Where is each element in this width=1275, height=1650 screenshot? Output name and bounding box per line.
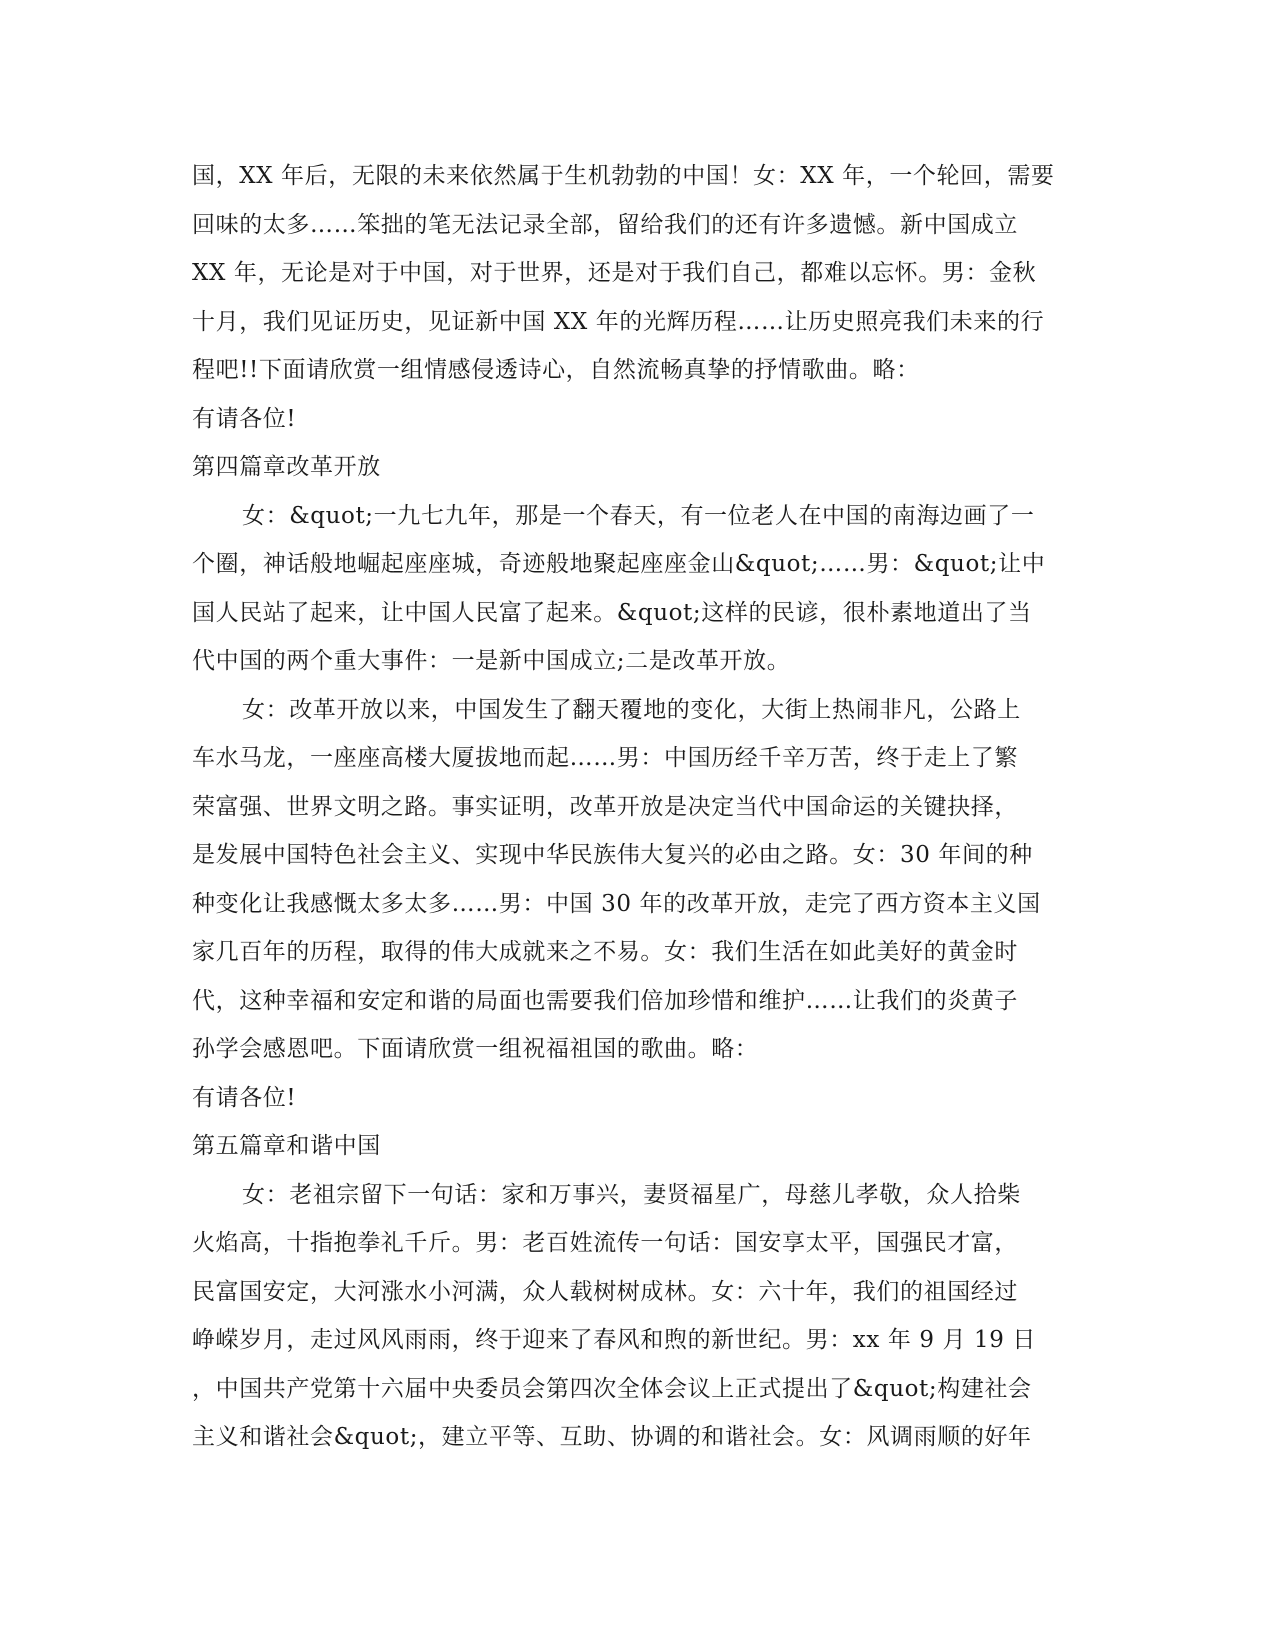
text-line: 火焰高，十指抱拳礼千斤。男：老百姓流传一句话：国安享太平，国强民才富， bbox=[192, 1230, 1018, 1256]
chapter-heading-5 bbox=[192, 1122, 1082, 1171]
document-body bbox=[192, 152, 1082, 1462]
text-line: 荣富强、世界文明之路。事实证明，改革开放是决定当代中国命运的关键抉择， bbox=[192, 793, 1018, 820]
text-line: XX 年，无论是对于中国，对于世界，还是对于我们自己，都难以忘怀。男：金秋 bbox=[192, 260, 1037, 286]
text-line: 车水马龙，一座座高楼大厦拔地而起……男：中国历经千辛万苦，终于走上了繁 bbox=[192, 745, 1018, 771]
text-line: 孙学会感恩吧。下面请欣赏一组祝福祖国的歌曲。略： bbox=[192, 1036, 759, 1062]
text-line: 是发展中国特色社会主义、实现中华民族伟大复兴的必由之路。女：30 年间的种 bbox=[192, 842, 1033, 868]
paragraph-1 bbox=[192, 152, 1082, 395]
chapter-heading-4 bbox=[192, 443, 1082, 492]
text-line: 主义和谐社会&quot;，建立平等、互助、协调的和谐社会。女：风调雨顺的好年 bbox=[192, 1424, 1032, 1450]
text-line: 有请各位! bbox=[192, 405, 297, 432]
text-line: 女：改革开放以来，中国发生了翻天覆地的变化，大街上热闹非凡，公路上 bbox=[242, 696, 1021, 723]
text-line: 国，XX 年后，无限的未来依然属于生机勃勃的中国！女：XX 年，一个轮回，需要 bbox=[192, 163, 1055, 189]
text-line: ，中国共产党第十六届中央委员会第四次全体会议上正式提出了&quot;构建社会 bbox=[192, 1375, 1032, 1402]
text-line: 种变化让我感慨太多太多……男：中国 30 年的改革开放，走完了西方资本主义国 bbox=[192, 890, 1041, 917]
text-line: 国人民站了起来，让中国人民富了起来。&quot;这样的民谚，很朴素地道出了当 bbox=[192, 599, 1032, 626]
text-line: 峥嵘岁月，走过风风雨雨，终于迎来了春风和煦的新世纪。男：xx 年 9 月 19 日 bbox=[192, 1327, 1036, 1353]
text-line: 第四篇章改革开放 bbox=[192, 454, 381, 480]
text-line: 有请各位! bbox=[192, 1084, 297, 1111]
text-line: 个圈，神话般地崛起座座城，奇迹般地聚起座座金山&quot;……男：&quot;让中 bbox=[192, 551, 1046, 577]
paragraph-8 bbox=[192, 1171, 1082, 1462]
text-line: 回味的太多……笨拙的笔无法记录全部，留给我们的还有许多遗憾。新中国成立 bbox=[192, 211, 1018, 238]
text-line: 家几百年的历程，取得的伟大成就来之不易。女：我们生活在如此美好的黄金时 bbox=[192, 939, 1018, 965]
text-line: 代，这种幸福和安定和谐的局面也需要我们倍加珍惜和维护……让我们的炎黄子 bbox=[192, 987, 1018, 1014]
paragraph-2 bbox=[192, 395, 1082, 444]
paragraph-4 bbox=[192, 492, 1082, 686]
text-line: 程吧!!下面请欣赏一组情感侵透诗心，自然流畅真挚的抒情歌曲。略： bbox=[192, 357, 920, 383]
text-line: 民富国安定，大河涨水小河满，众人载树树成林。女：六十年，我们的祖国经过 bbox=[192, 1278, 1018, 1305]
text-line: 女：&quot;一九七九年，那是一个春天，有一位老人在中国的南海边画了一 bbox=[242, 502, 1035, 529]
text-line: 女：老祖宗留下一句话：家和万事兴，妻贤福星广，母慈儿孝敬，众人拾柴 bbox=[242, 1181, 1021, 1208]
paragraph-6 bbox=[192, 1074, 1082, 1123]
text-line: 第五篇章和谐中国 bbox=[192, 1133, 381, 1159]
text-line: 十月，我们见证历史，见证新中国 XX 年的光辉历程……让历史照亮我们未来的行 bbox=[192, 308, 1045, 335]
text-line: 代中国的两个重大事件：一是新中国成立;二是改革开放。 bbox=[192, 648, 791, 674]
paragraph-5 bbox=[192, 686, 1082, 1074]
